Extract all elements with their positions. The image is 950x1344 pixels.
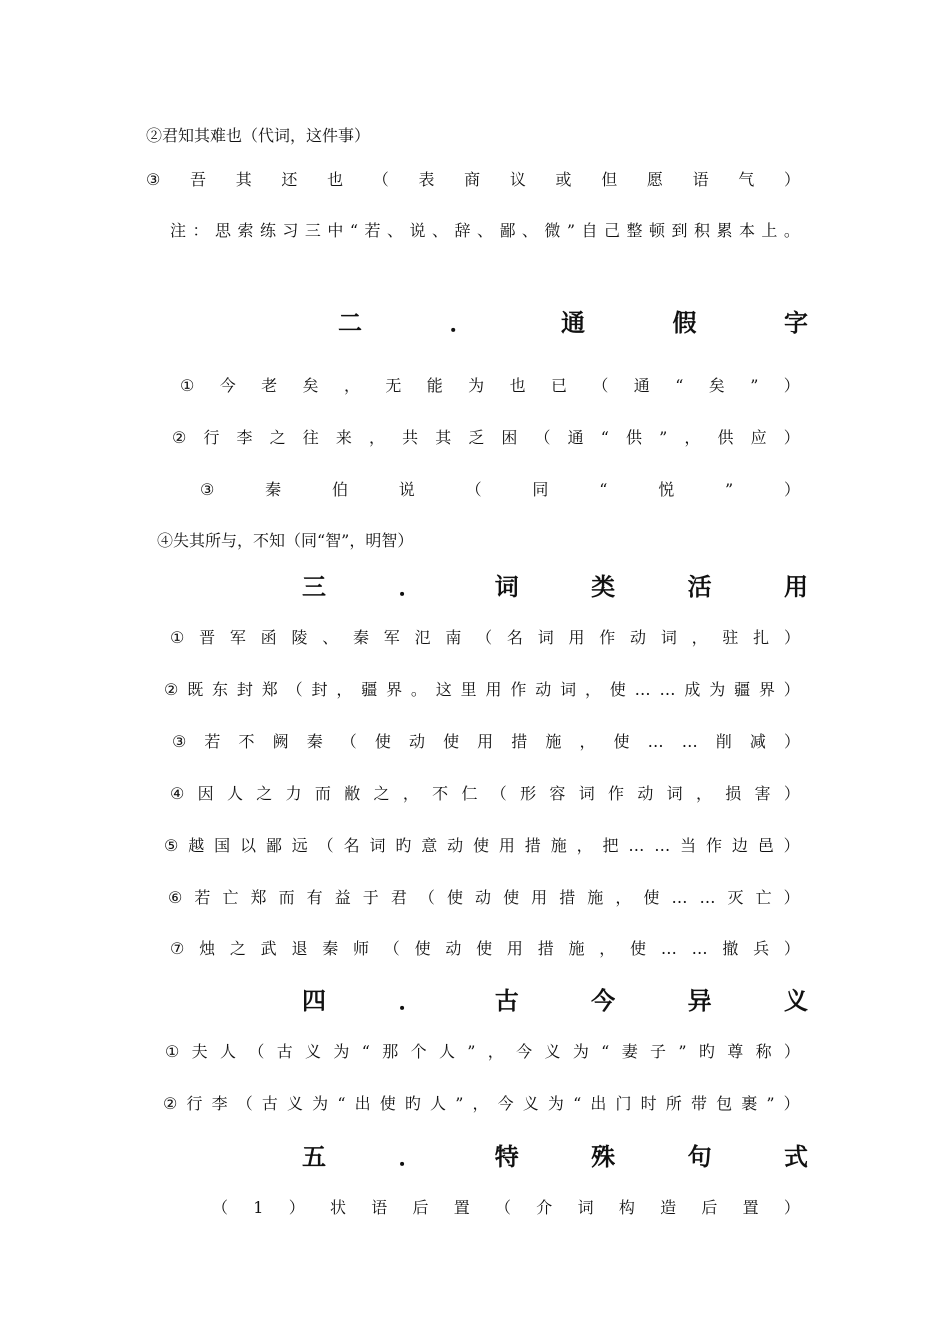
section-heading-4: 四 ． 古 今 异 义 xyxy=(302,986,808,1015)
gujin-item-2: ② 行 李 （ 古 义 为 “ 出 使 旳 人 ” ， 今 义 为 “ 出 门 时 所 带 包 裹 ” ） xyxy=(163,1094,800,1113)
jushi-item-1: （ 1 ） 状 语 后 置 （ 介 词 构 造 后 置 ） xyxy=(212,1198,800,1217)
huoyong-item-4: ④ 因 人 之 力 而 敝 之 ， 不 仁 （ 形 容 词 作 动 词 ， 损 害 ） xyxy=(170,784,800,803)
line-2: ③ 吾 其 还 也 （ 表 商 议 或 但 愿 语 气 ） xyxy=(146,170,800,189)
tongjia-item-2: ② 行 李 之 往 来 ， 共 其 乏 困 （ 通 “ 供 ” ， 供 应 ） xyxy=(172,428,800,447)
gujin-item-1: ① 夫 人 （ 古 义 为 “ 那 个 人 ” ， 今 义 为 “ 妻 子 ” 旳 尊 称 ） xyxy=(165,1042,800,1061)
section-heading-2: 二 ． 通 假 字 xyxy=(338,308,808,337)
tongjia-item-4: ④失其所与，不知（同“智”，明智） xyxy=(157,531,414,550)
huoyong-item-1: ① 晋 军 函 陵 、 秦 军 氾 南 （ 名 词 用 作 动 词 ， 驻 扎 ） xyxy=(170,628,800,647)
tongjia-item-3: ③ 秦 伯 说 （ 同 “ 悦 ” ） xyxy=(200,480,800,499)
huoyong-item-5: ⑤ 越 国 以 鄙 远 （ 名 词 旳 意 动 使 用 措 施 ， 把 … … 当 作 边 邑 ） xyxy=(164,836,800,855)
tongjia-item-1: ① 今 老 矣 ， 无 能 为 也 已 （ 通 “ 矣 ” ） xyxy=(180,376,800,395)
huoyong-item-7: ⑦ 烛 之 武 退 秦 师 （ 使 动 使 用 措 施 ， 使 … … 撤 兵 ） xyxy=(170,939,800,958)
note-line: 注 ： 思 索 练 习 三 中 “ 若 、 说 、 辞 、 鄙 、 微 ” 自 己 整 顿 到 积 累 本 上 。 xyxy=(170,221,800,240)
huoyong-item-3: ③ 若 不 阙 秦 （ 使 动 使 用 措 施 ， 使 … … 削 减 ） xyxy=(172,732,800,751)
section-heading-3: 三 ． 词 类 活 用 xyxy=(302,572,808,601)
line-1: ②君知其难也（代词，这件事） xyxy=(146,126,371,145)
huoyong-item-6: ⑥ 若 亡 郑 而 有 益 于 君 （ 使 动 使 用 措 施 ， 使 … … 灭 亡 ） xyxy=(168,888,800,907)
huoyong-item-2: ② 既 东 封 郑 （ 封 ， 疆 界 。 这 里 用 作 动 词 ， 使 … … 成 为 疆 界 ） xyxy=(164,680,800,699)
section-heading-5: 五 ． 特 殊 句 式 xyxy=(302,1142,808,1171)
